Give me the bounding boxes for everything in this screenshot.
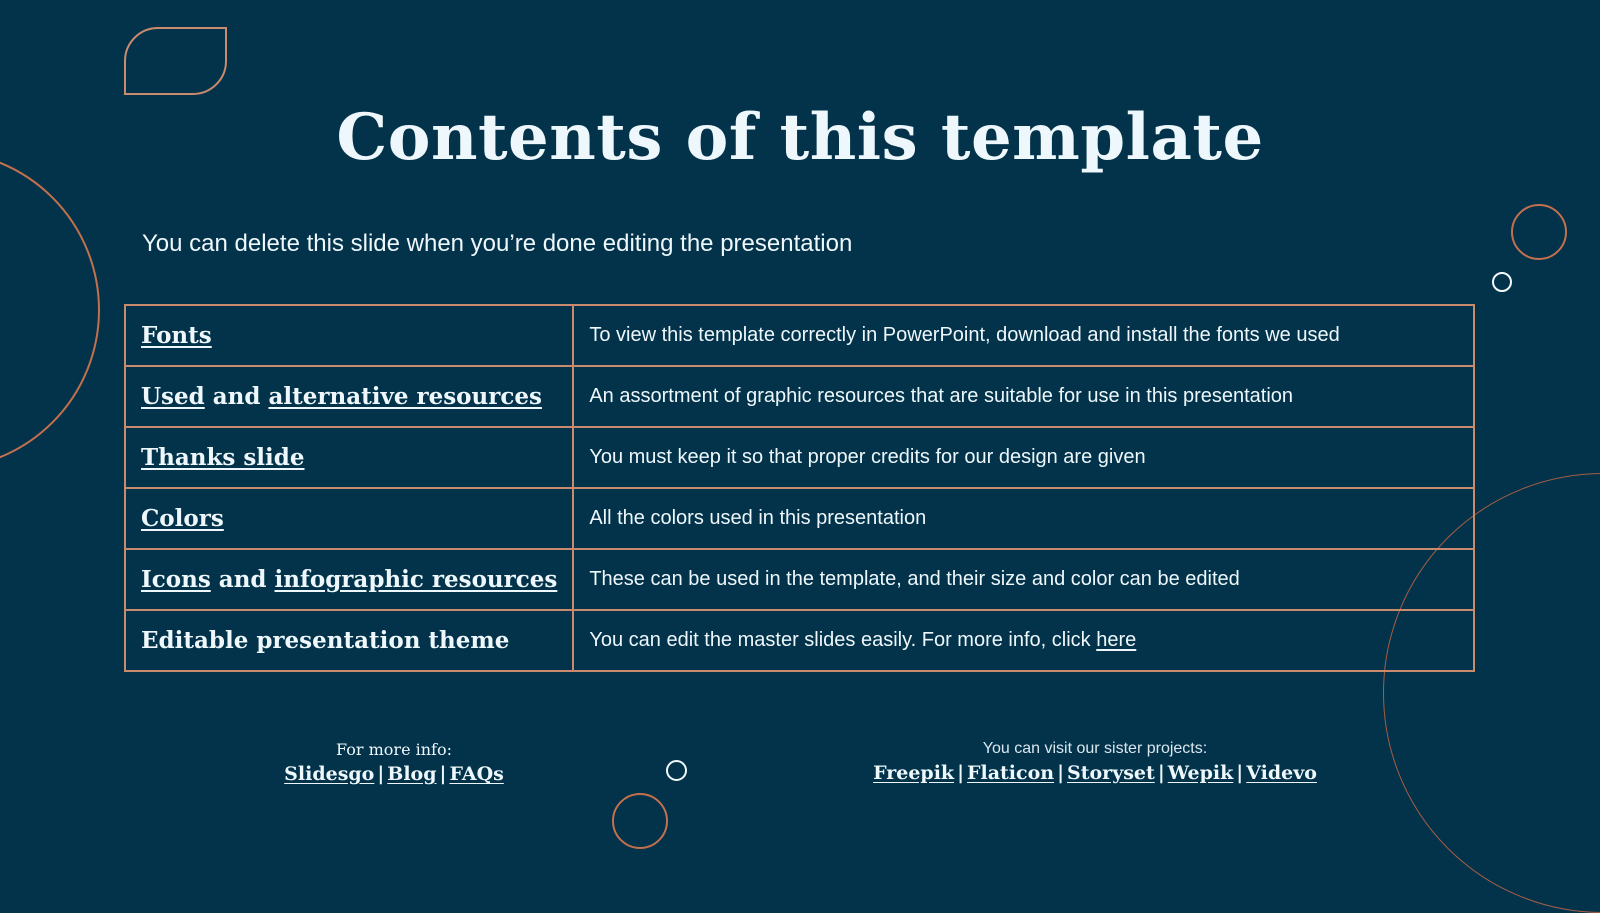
link-separator: | (1157, 762, 1165, 784)
row-description: All the colors used in this presentation (589, 507, 927, 529)
circle-top-right-decoration (1511, 204, 1567, 260)
large-circle-left-decoration (0, 150, 100, 470)
table-row (125, 610, 1474, 671)
row-description: An assortment of graphic resources that are suitable for use in this presentation (589, 385, 1294, 407)
footer-more-info-label: For more info: (336, 740, 452, 759)
link-separator: | (957, 762, 965, 784)
contents-table (124, 304, 1475, 672)
footer-sister-projects-label: You can visit our sister projects: (982, 740, 1208, 757)
row-title-cell (125, 610, 573, 671)
freepik-link[interactable]: Freepik (873, 762, 955, 784)
link-separator: | (439, 763, 447, 785)
footer-sister-projects-links (845, 762, 1345, 784)
blog-link[interactable]: Blog (387, 763, 437, 785)
table-row (125, 305, 1474, 366)
row-title-cell (125, 305, 573, 366)
small-circle-top-right-decoration (1492, 272, 1512, 292)
row-title-text: and (204, 383, 269, 410)
row-title-cell (125, 427, 573, 488)
thanks-slide-link[interactable]: Thanks slide (141, 444, 305, 471)
slide-subtitle: You can delete this slide when you’re done editing the presentation (142, 230, 853, 257)
circle-bottom-decoration (612, 793, 668, 849)
row-description-cell (573, 488, 1474, 549)
row-title-text: Editable presentation theme (141, 627, 510, 654)
row-title-cell (125, 488, 573, 549)
colors-link[interactable]: Colors (141, 505, 224, 532)
footer-more-info-links (244, 763, 544, 785)
infographic-resources-link[interactable]: infographic resources (274, 566, 558, 593)
here-link[interactable]: here (1096, 629, 1137, 651)
row-description-cell (573, 549, 1474, 610)
videvo-link[interactable]: Videvo (1246, 762, 1317, 784)
row-title-text: and (210, 566, 275, 593)
row-title-cell (125, 366, 573, 427)
row-description: To view this template correctly in PowerPoint, download and install the fonts we used (589, 324, 1340, 346)
row-description-cell (573, 305, 1474, 366)
storyset-link[interactable]: Storyset (1067, 762, 1155, 784)
row-title-cell (125, 549, 573, 610)
used-link[interactable]: Used (141, 383, 205, 410)
faqs-link[interactable]: FAQs (449, 763, 504, 785)
slidesgo-link[interactable]: Slidesgo (284, 763, 375, 785)
row-description-cell (573, 427, 1474, 488)
small-circle-bottom-decoration (666, 760, 687, 781)
table-row (125, 427, 1474, 488)
alternative-resources-link[interactable]: alternative resources (268, 383, 542, 410)
slide-title: Contents of this template (336, 100, 1264, 175)
link-separator: | (1057, 762, 1065, 784)
row-description-cell (573, 610, 1474, 671)
link-separator: | (377, 763, 385, 785)
row-description: You can edit the master slides easily. For more info, click (589, 629, 1097, 651)
row-description: You must keep it so that proper credits for our design are given (589, 446, 1146, 468)
icons-link[interactable]: Icons (141, 566, 211, 593)
footer-sister-projects (845, 740, 1345, 784)
link-separator: | (1236, 762, 1244, 784)
row-description: These can be used in the template, and their size and color can be edited (589, 568, 1240, 590)
table-row (125, 549, 1474, 610)
flaticon-link[interactable]: Flaticon (967, 762, 1055, 784)
footer-more-info (244, 740, 544, 785)
leaf-shape-decoration (124, 27, 227, 95)
row-description-cell (573, 366, 1474, 427)
wepik-link[interactable]: Wepik (1167, 762, 1234, 784)
table-row (125, 488, 1474, 549)
fonts-link[interactable]: Fonts (141, 322, 212, 349)
table-row (125, 366, 1474, 427)
